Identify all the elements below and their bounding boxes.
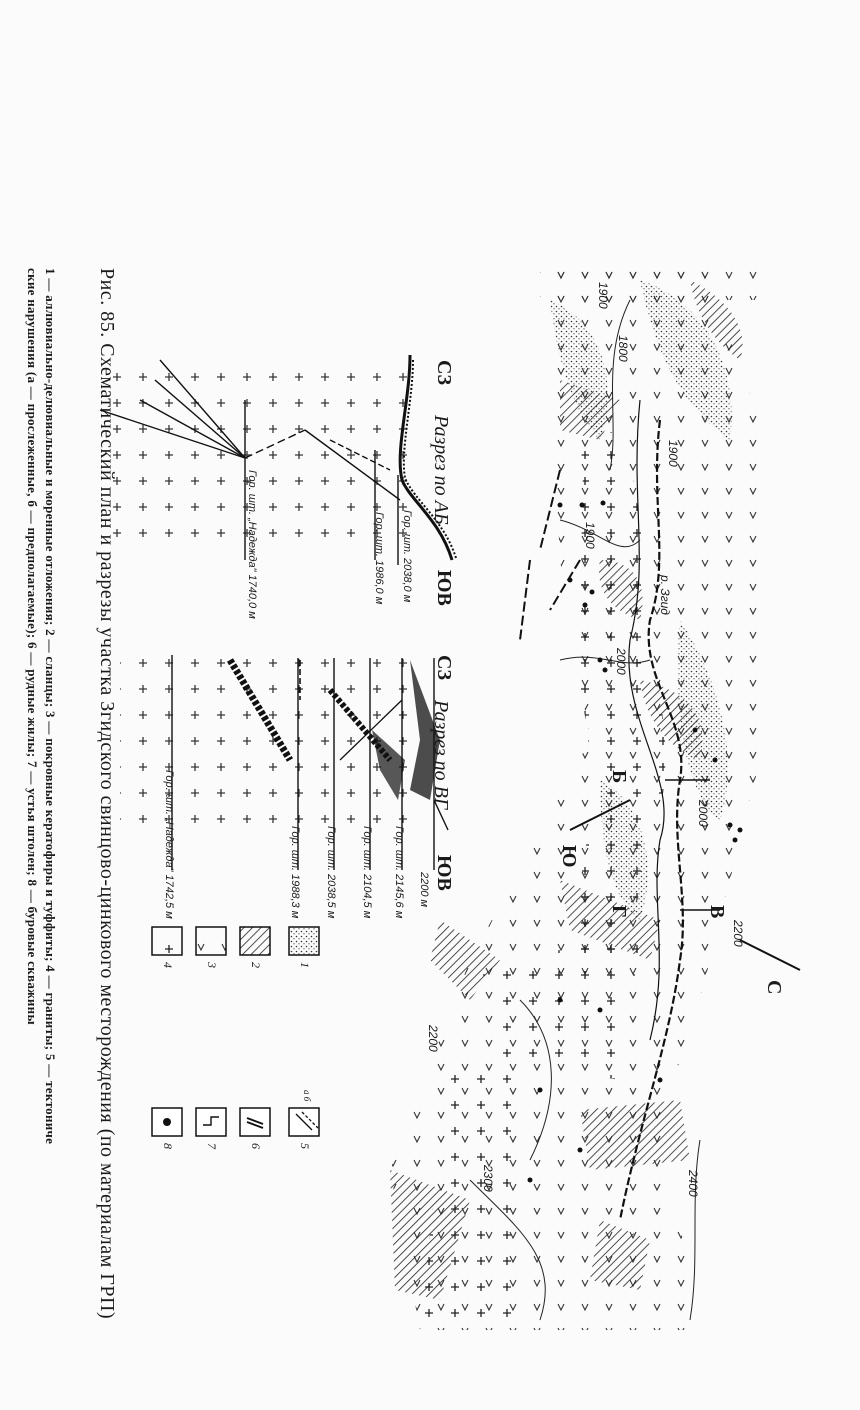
section-vg-level-6: Гор. шт. „Надежда" 1742,5 м [163, 770, 175, 919]
contour-label: 1900 [583, 522, 597, 549]
section-ab-level-1: Гор. шт. 2038,0 м [401, 510, 413, 603]
contour-label: 1800 [616, 335, 630, 362]
section-ab-title: Разрез по АБ [430, 415, 452, 525]
map-point-g: Г [608, 905, 630, 918]
figure-caption-line-1: 1 — аллювиально-делювиальные и моренные отложения; 2 — сланцы; 3 — покровные кератофиры и туффиты; 4 — граниты; 5 — тектониче [43, 268, 58, 1145]
contour-label: 2300 [481, 1165, 495, 1192]
section-vg-title: Разрез по ВГ [430, 700, 452, 810]
section-ab-level-2: Гор. шт. 1986,0 м [373, 512, 385, 605]
legend-num-8: 8 [161, 1143, 175, 1149]
river-label: р. Згид [658, 575, 672, 615]
legend-num-1: 1 [298, 962, 312, 968]
section-vg-level-1: 2200 м [418, 872, 430, 908]
map-point-b: Б [608, 770, 630, 784]
contour-label: 2000 [614, 648, 628, 675]
legend-num-3: 3 [205, 962, 219, 968]
contour-label: 2000 [696, 800, 710, 827]
section-vg-se-label: ЮВ [433, 855, 455, 891]
legend-num-4: 4 [161, 962, 175, 968]
figure-caption-title: Рис. 85. Схематический план и разрезы участка Згидского свинцово-цинкового месторождения (по материалам ГРП) [96, 268, 118, 1320]
contour-label: 2200 [426, 1025, 440, 1052]
contour-label: 1900 [596, 282, 610, 309]
south-arrow-label: Ю [558, 845, 580, 868]
section-ab-level-3: Гор. шт. „Надежда" 1740,0 м [246, 470, 258, 619]
section-ab-nw-label: СЗ [433, 360, 455, 385]
section-vg-nw-label: СЗ [433, 655, 455, 680]
section-vg-level-2: Гор. шт. 2145,6 м [393, 826, 405, 919]
legend-num-6: 6 [249, 1143, 263, 1149]
section-vg-level-4: Гор. шт. 2038,5 м [325, 826, 337, 919]
legend-sub-5: а б [302, 1090, 312, 1102]
legend-num-7: 7 [205, 1143, 219, 1149]
contour-label: 2400 [686, 1170, 700, 1197]
section-ab-se-label: ЮВ [433, 570, 455, 606]
contour-label: 2200 [731, 920, 745, 947]
section-vg-level-3: Гор. шт. 2104,5 м [361, 826, 373, 919]
legend-graphics [152, 927, 319, 1136]
legend-num-2: 2 [249, 962, 263, 968]
north-arrow-label: С [763, 980, 785, 995]
figure-caption-line-2: ские нарушения (а — прослеженные, б — предполагаемые); 6 — рудные жилы; 7 — устья штолен; 8 — буровые скважины [25, 268, 40, 1025]
section-vg-level-5: Гор. шт. 1988,3 м [289, 826, 301, 919]
map-point-v: В [706, 905, 728, 919]
legend-num-5: 5 [298, 1143, 312, 1149]
contour-label: 1900 [666, 440, 680, 467]
